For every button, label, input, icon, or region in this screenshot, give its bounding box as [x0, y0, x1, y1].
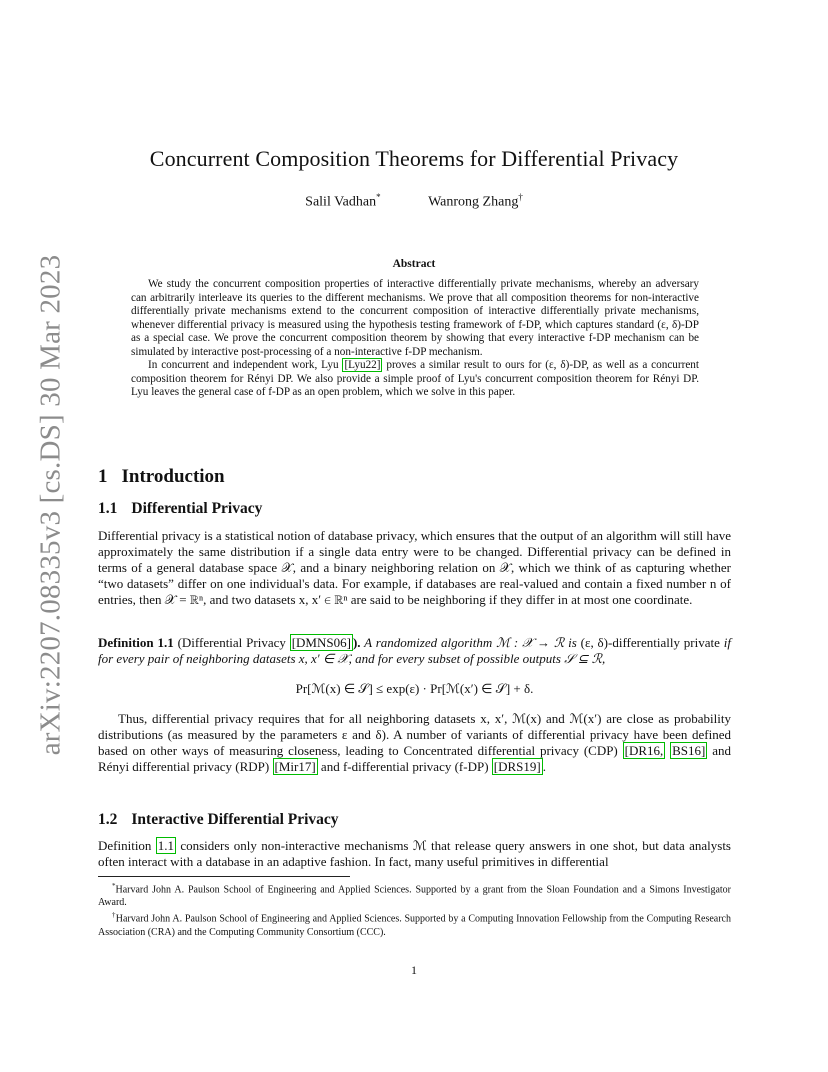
citation-link-drs19[interactable]: [DRS19] — [493, 759, 541, 774]
paragraph-text — [98, 711, 731, 775]
abstract-paragraph-1: We study the concurrent composition properties of interactive differentially private mechanisms, whereby an adversary can arbitrarily interleave its queries to the different mechanisms. We prove that all composition theorems for non-interactive differentially private mechanisms extend to the concurrent composition of interactive differentially private mechanisms, whenever differential privacy is measured using the hypothesis testing framework of f-DP, which captures standard (ε, δ)-DP as a special case. We prove the concurrent composition theorem by showing that every interactive f-DP mechanism can be simulated by interactive post-processing of a non-interactive f-DP mechanism. — [131, 278, 699, 358]
footnotes — [98, 880, 731, 939]
author-footnote-mark: † — [518, 192, 523, 202]
equation-text: Pr[ℳ(x) ∈ 𝒮] ≤ exp(ε) · Pr[ℳ(x′) ∈ 𝒮] + δ. — [295, 681, 534, 696]
text-run: Thus, differential privacy requires that for all neighboring datasets x, x′, ℳ(x) and ℳ(x′) are close as probability distributions (as measured by the parameters ε and δ). A number of variants of differential privacy have been defined based on other ways of measuring closeness, leading to Concentrated differential privacy (CDP) — [98, 711, 731, 758]
footnote-mark: * — [112, 882, 116, 890]
author-list — [98, 192, 730, 211]
text-run: A randomized algorithm ℳ : 𝒳 → ℛ is — [360, 635, 581, 650]
abstract-paragraph-2 — [131, 359, 699, 400]
citation-link-lyu22[interactable]: [Lyu22] — [344, 359, 381, 371]
paragraph-text: Differential privacy is a statistical notion of database privacy, which ensures that the output of an algorithm will still have approximately the same distribution if a single data entry were to be changed. Differential privacy can be defined in terms of a general database space 𝒳, and a binary neighboring relation on 𝒳, which we think of as capturing whether “two datasets” differ on one individual's data. For example, if databases are real-valued and contain a fixed number n of entries, then 𝒳 = ℝⁿ, and two datasets x, x′ ∈ ℝⁿ are said to be neighboring if they differ in at most one coordinate. — [98, 528, 731, 607]
dp-paragraph — [98, 528, 731, 608]
citation-link-bs16[interactable]: BS16] — [672, 743, 706, 758]
footnote-2 — [98, 909, 731, 938]
subsection-title: Interactive Differential Privacy — [131, 811, 339, 828]
author-name: Wanrong Zhang — [428, 194, 519, 210]
abstract-heading: Abstract — [392, 258, 436, 270]
subsection-heading-interactive-dp — [98, 811, 339, 829]
definition-text — [98, 635, 731, 667]
abstract-body — [131, 278, 699, 400]
footnote-mark: † — [112, 911, 116, 920]
paragraph-text — [98, 838, 731, 870]
variants-paragraph — [98, 711, 731, 775]
subsection-number: 1.1 — [98, 500, 118, 517]
footnote-1 — [98, 880, 731, 909]
text-run: considers only non-interactive mechanisms ℳ that release query answers in one shot, but data analysts often interact with a database in an adaptive fashion. In fact, many useful primitives in differential — [98, 838, 731, 869]
section-title: Introduction — [121, 466, 225, 487]
definition-link-1-1[interactable]: 1.1 — [157, 838, 175, 853]
text-run: and f-differential privacy (f-DP) — [317, 759, 492, 774]
footnote-text: Harvard John A. Paulson School of Engineering and Applied Sciences. Supported by a Computing Innovation Fellowship from the Computing Research Association (CRA) and the Computing Community Consortium (CCC). — [98, 913, 731, 938]
section-number: 1 — [98, 466, 108, 487]
subsection-heading-differential-privacy — [98, 500, 262, 518]
text-run: . — [542, 759, 546, 774]
text-run: Definition — [98, 838, 156, 853]
text-run: and Rényi differential privacy (RDP) — [98, 743, 731, 774]
interactive-paragraph — [98, 838, 731, 870]
definition-label: Definition 1.1 — [98, 635, 174, 650]
author-1 — [305, 192, 380, 211]
citation-link-mir17[interactable]: [Mir17] — [274, 759, 316, 774]
arxiv-identifier: arXiv:2207.08335v3 [cs.DS] 30 Mar 2023 — [34, 254, 67, 756]
citation-link-dr16[interactable]: [DR16, — [624, 743, 664, 758]
subsection-number: 1.2 — [98, 811, 118, 828]
paper-title: Concurrent Composition Theorems for Differential Privacy — [149, 146, 679, 171]
text-run: ). — [352, 635, 361, 650]
definition-block — [98, 635, 731, 667]
text-run: (ε, δ)-differentially private — [580, 635, 720, 650]
text-run: (Differential Privacy — [173, 635, 290, 650]
author-2 — [428, 192, 523, 211]
author-name: Salil Vadhan — [305, 194, 377, 210]
subsection-title: Differential Privacy — [131, 500, 263, 517]
footnote-text: Harvard John A. Paulson School of Engineering and Applied Sciences. Supported by a grant from the Sloan Foundation and a Simons Investigator Award. — [98, 884, 731, 909]
section-heading-introduction — [98, 466, 225, 488]
dp-equation — [98, 681, 731, 697]
text-run: proves a similar result to ours for (ε, δ)-DP, as well as a concurrent composition theorem for Rényi DP. We also provide a simple proof of Lyu's concurrent composition theorem for Rényi DP. Lyu leaves the general case of f-DP as an open problem, which we solve in this paper. — [131, 359, 699, 398]
footnote-divider — [98, 876, 350, 877]
arxiv-sidebar — [34, 254, 67, 756]
citation-link-dmns06[interactable]: [DMNS06] — [291, 635, 351, 650]
author-footnote-mark: * — [376, 192, 381, 202]
text-run: if for every pair of neighboring datasets x, x′ ∈ 𝒳, and for every subset of possible outputs 𝒮 ⊆ ℛ, — [98, 635, 731, 666]
text-run: In concurrent and independent work, Lyu — [148, 359, 343, 371]
page-number: 1 — [411, 963, 417, 977]
